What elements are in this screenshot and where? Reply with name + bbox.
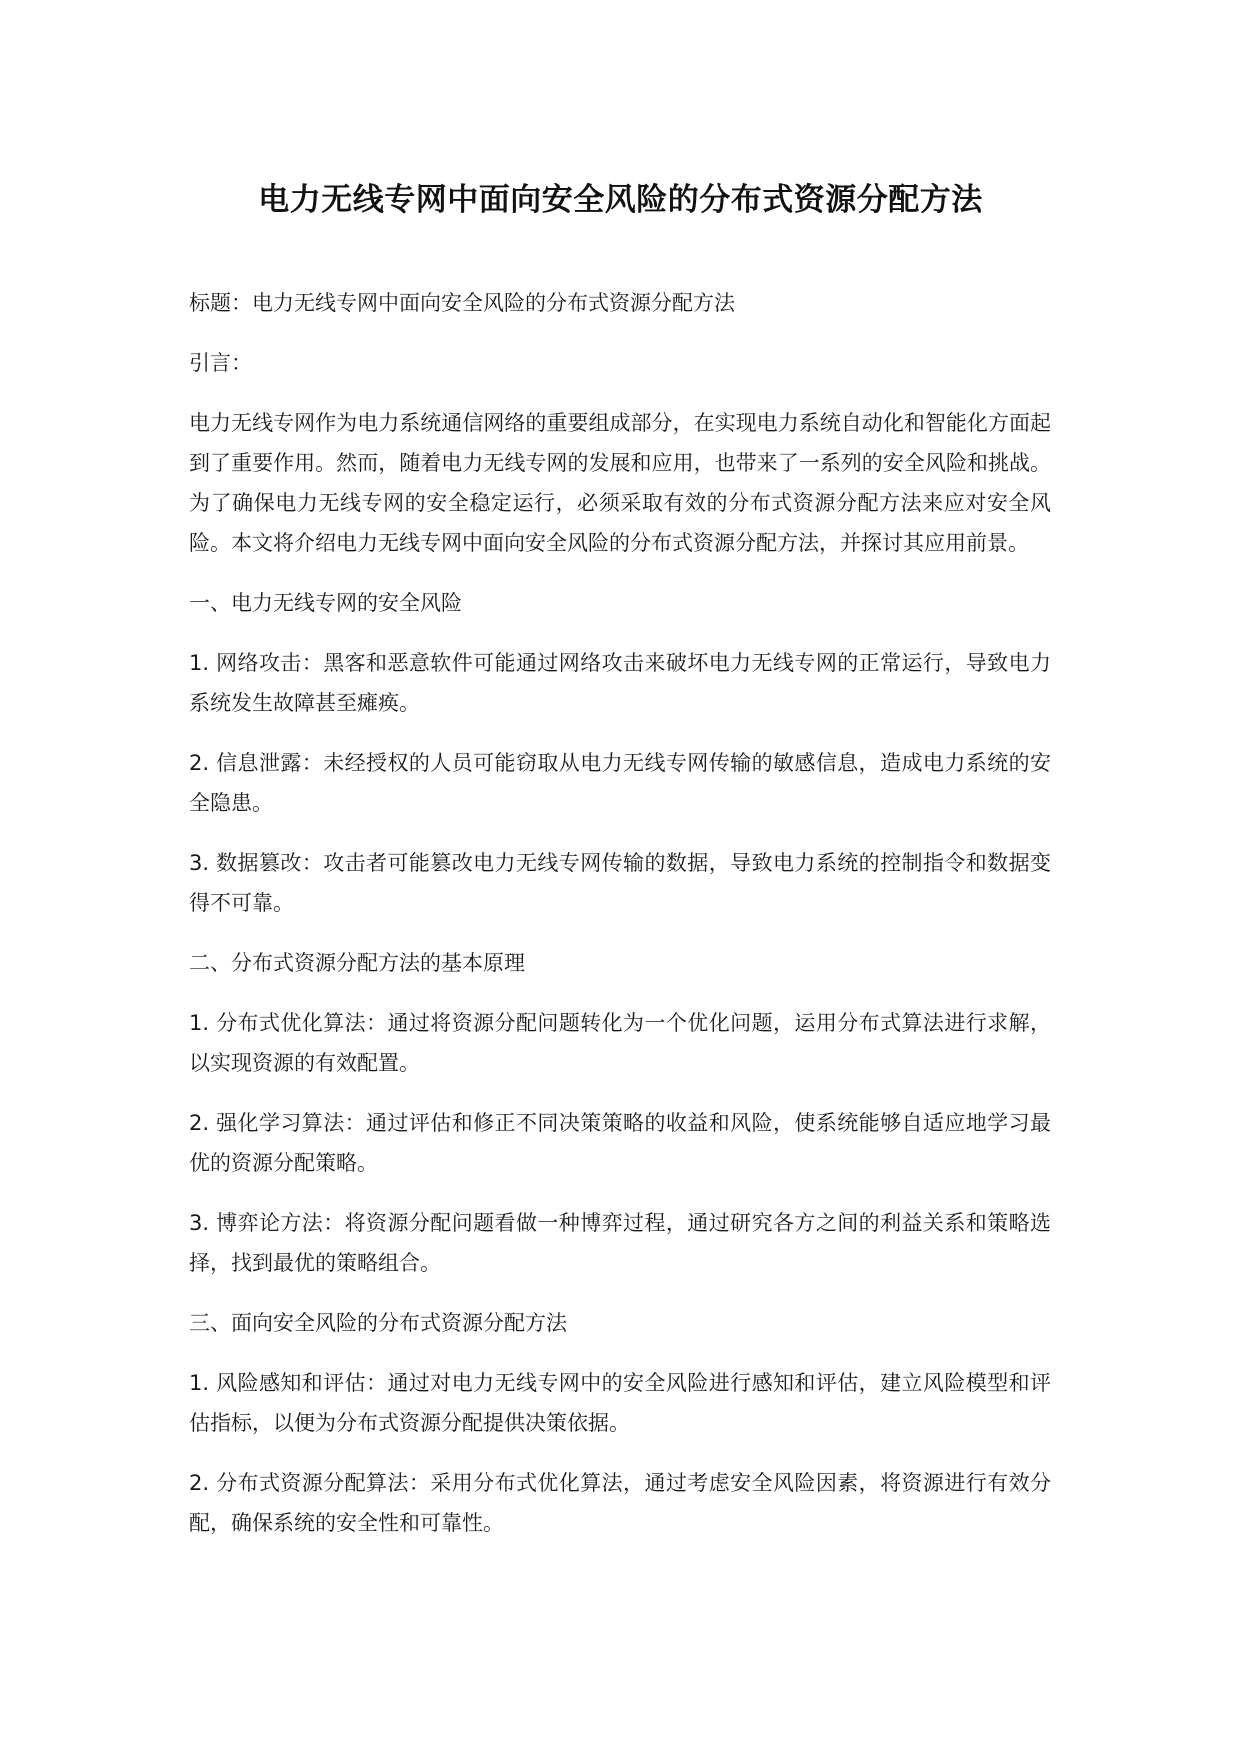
list-item: 3. 数据篡改：攻击者可能篡改电力无线专网传输的数据，导致电力系统的控制指令和数据变得不可靠。	[189, 851, 1051, 915]
section-heading-2: 二、分布式资源分配方法的基本原理	[189, 951, 525, 975]
intro-heading: 引言：	[189, 351, 252, 375]
list-item: 3. 博弈论方法：将资源分配问题看做一种博弈过程，通过研究各方之间的利益关系和策略选择，找到最优的策略组合。	[189, 1211, 1051, 1275]
list-item: 2. 信息泄露：未经授权的人员可能窃取从电力无线专网传输的敏感信息，造成电力系统的安全隐患。	[189, 751, 1051, 815]
list-item: 2. 分布式资源分配算法：采用分布式优化算法，通过考虑安全风险因素，将资源进行有效分配，确保系统的安全性和可靠性。	[189, 1471, 1051, 1535]
section-heading-3: 三、面向安全风险的分布式资源分配方法	[189, 1311, 567, 1335]
list-item: 1. 网络攻击：黑客和恶意软件可能通过网络攻击来破坏电力无线专网的正常运行，导致电力系统发生故障甚至瘫痪。	[189, 651, 1051, 715]
list-item: 1. 分布式优化算法：通过将资源分配问题转化为一个优化问题，运用分布式算法进行求解，以实现资源的有效配置。	[189, 1011, 1051, 1075]
document-body	[189, 283, 1051, 1563]
list-item: 1. 风险感知和评估：通过对电力无线专网中的安全风险进行感知和评估，建立风险模型和评估指标，以便为分布式资源分配提供决策依据。	[189, 1371, 1051, 1435]
title-line: 标题：电力无线专网中面向安全风险的分布式资源分配方法	[189, 291, 735, 315]
list-item: 2. 强化学习算法：通过评估和修正不同决策策略的收益和风险，使系统能够自适应地学习最优的资源分配策略。	[189, 1111, 1051, 1175]
intro-paragraph: 电力无线专网作为电力系统通信网络的重要组成部分，在实现电力系统自动化和智能化方面起到了重要作用。然而，随着电力无线专网的发展和应用，也带来了一系列的安全风险和挑战。为了确保电力无线专网的安全稳定运行，必须采取有效的分布式资源分配方法来应对安全风险。本文将介绍电力无线专网中面向安全风险的分布式资源分配方法，并探讨其应用前景。	[189, 411, 1051, 555]
section-heading-1: 一、电力无线专网的安全风险	[189, 591, 462, 615]
page-title: 电力无线专网中面向安全风险的分布式资源分配方法	[258, 182, 983, 218]
